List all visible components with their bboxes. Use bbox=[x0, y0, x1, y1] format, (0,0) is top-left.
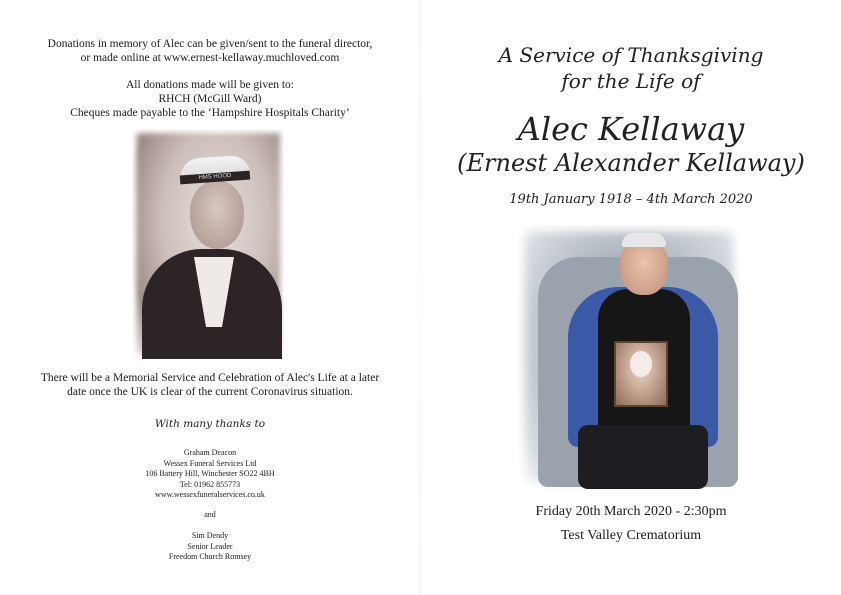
title-line-1: A Service of Thanksgiving bbox=[498, 43, 764, 67]
deceased-name: Alec Kellaway bbox=[517, 110, 745, 148]
life-dates: 19th January 1918 – 4th March 2020 bbox=[509, 192, 753, 207]
man-legs bbox=[578, 425, 708, 489]
service-venue: Test Valley Crematorium bbox=[560, 528, 702, 543]
left-page bbox=[0, 0, 420, 595]
title-line-2: for the Life of bbox=[561, 69, 701, 93]
memorial-line-2: date once the UK is clear of the current Coronavirus situation. bbox=[67, 386, 353, 398]
donation-recipient bbox=[0, 78, 420, 120]
held-framed-photo bbox=[614, 341, 668, 407]
service-title bbox=[421, 42, 841, 94]
and-text: and bbox=[204, 510, 216, 519]
funeral-director-details bbox=[0, 448, 420, 501]
cap-ribbon-text: HMS HOOD bbox=[198, 172, 232, 182]
memorial-line-1: There will be a Memorial Service and Celebration of Alec's Life at a later bbox=[40, 372, 380, 384]
recipient-line-2: RHCH (McGill Ward) bbox=[158, 93, 262, 105]
recipient-line-3: Cheques made payable to the ‘Hampshire Hospitals Charity’ bbox=[70, 107, 350, 119]
donations-line-2: or made online at www.ernest-kellaway.muchloved.com bbox=[80, 52, 340, 64]
sailor-portrait-photo bbox=[132, 129, 284, 359]
sailor-face bbox=[190, 181, 244, 249]
service-date: Friday 20th March 2020 - 2:30pm bbox=[535, 504, 727, 519]
leader-title: Senior Leader bbox=[187, 541, 233, 551]
director-name: Graham Deacon bbox=[183, 448, 237, 457]
thanks-heading: With many thanks to bbox=[154, 418, 266, 430]
leader-name: Sim Dendy bbox=[191, 531, 229, 540]
memorial-notice bbox=[0, 371, 420, 399]
framed-photo-face bbox=[630, 351, 652, 377]
donations-line-1: Donations in memory of Alec can be given/sent to the funeral director, bbox=[47, 38, 373, 50]
leader-details bbox=[0, 531, 420, 563]
elderly-man-photo bbox=[518, 225, 740, 489]
right-page bbox=[421, 0, 841, 595]
man-hair bbox=[622, 233, 666, 247]
director-address: 106 Battery Hill, Winchester SO22 4BH bbox=[145, 469, 275, 478]
director-company: Wessex Funeral Services Ltd bbox=[163, 458, 257, 468]
director-tel: Tel: 01962 855773 bbox=[179, 479, 241, 489]
recipient-line-1: All donations made will be given to: bbox=[125, 79, 294, 91]
leader-church: Freedom Church Romsey bbox=[168, 552, 252, 561]
donations-text bbox=[0, 37, 420, 65]
director-website: www.wessexfuneralservices.co.uk bbox=[155, 490, 265, 499]
deceased-full-name: (Ernest Alexander Kellaway) bbox=[457, 149, 805, 177]
